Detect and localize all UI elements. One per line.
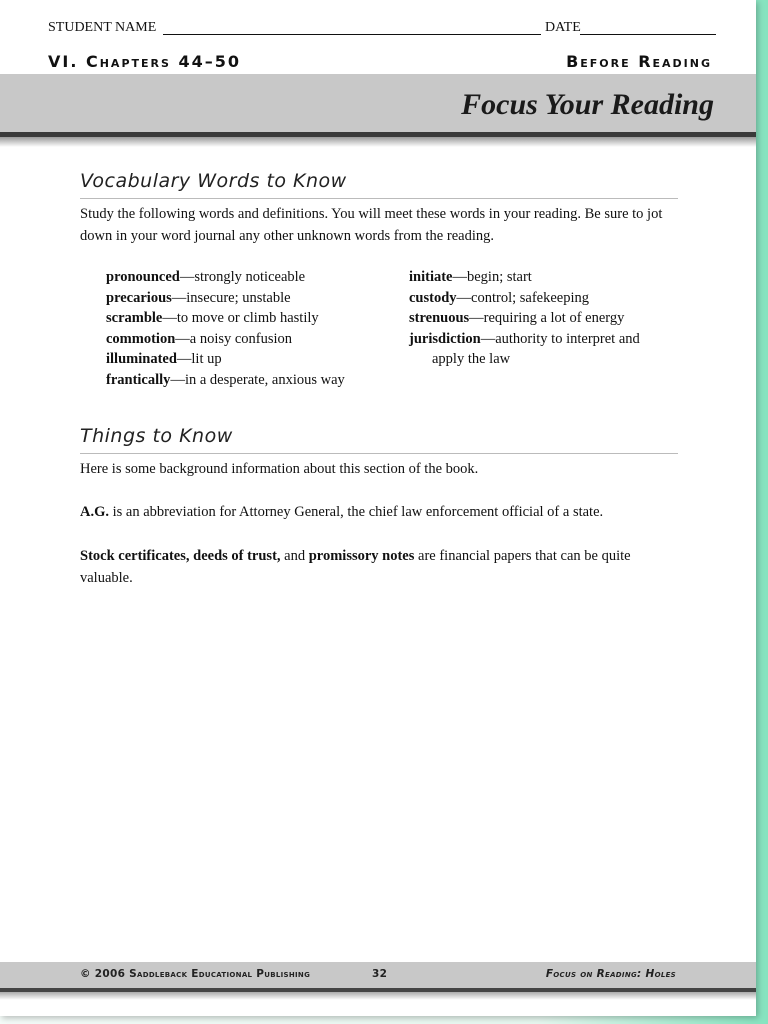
vocab-rule [80,198,678,199]
page-title: Focus Your Reading [461,88,714,121]
vocab-item [106,288,396,309]
vocab-item [106,267,396,288]
vocab-term: strenuous [409,310,470,326]
vocab-item [106,370,396,391]
ag-text: is an abbreviation for Attorney General, the chief law enforcement official of a state. [109,504,604,520]
vocab-item [106,308,396,329]
footer-shadow [0,992,756,1000]
vocab-item [106,349,396,370]
student-name-field[interactable] [163,34,541,35]
things-rule [80,453,678,454]
chapter-label: VI. Chapters 44–50 [48,52,242,71]
vocab-term: illuminated [106,351,177,367]
vocab-item [106,329,396,350]
vocab-term: custody [409,289,457,306]
vocab-definition: —begin; start [452,269,532,285]
vocab-definition: —control; safekeeping [456,289,590,306]
vocab-term: precarious [106,289,172,306]
page-number: 32 [372,968,388,980]
things-intro: Here is some background information about this section of the book. [80,461,479,477]
vocab-term: frantically [106,371,171,388]
vocab-term: scramble [106,310,163,326]
vocab-term: pronounced [106,269,180,285]
vocab-item [409,288,689,309]
footer-copyright: © 2006 Saddleback Educational Publishing [80,968,311,980]
footer-book-title: Focus on Reading: Holes [545,968,676,980]
stock-term-1: Stock certificates, deeds of trust, [80,548,281,564]
ag-term: A.G. [80,504,109,520]
student-name-label: STUDENT NAME [48,20,157,35]
vocab-definition-continuation: apply the law [432,351,511,367]
vocab-definition: —to move or climb hastily [162,310,319,326]
vocab-definition: —authority to interpret and [480,330,640,347]
vocab-definition: —a noisy confusion [175,330,293,347]
date-field[interactable] [580,34,716,35]
ag-paragraph [80,502,680,524]
vocab-definition: —in a desperate, anxious way [170,371,345,388]
vocab-item [409,308,689,329]
vocab-item [409,267,689,288]
vocab-term: initiate [409,269,453,285]
vocab-definition: —requiring a lot of energy [469,310,625,326]
vocab-definition: —strongly noticeable [179,269,306,285]
vocab-heading: Vocabulary Words to Know [80,170,347,192]
vocab-term: commotion [106,330,176,347]
title-band-shadow [0,137,756,147]
stock-term-2: promissory notes [308,548,415,564]
stock-text: are financial papers that can be quite valuable. [80,548,631,586]
vocab-definition: —insecure; unstable [171,289,291,306]
vocab-term: jurisdiction [409,330,481,347]
date-label: DATE [545,20,581,35]
stock-paragraph [80,546,680,589]
vocab-definition: —lit up [176,351,222,367]
vocab-right-column [409,267,689,370]
stock-and: and [280,548,309,564]
things-heading: Things to Know [80,425,233,447]
vocab-item [409,329,689,350]
name-date-line [48,18,716,38]
vocab-left-column [106,267,396,390]
stage-label: Before Reading [566,52,712,71]
vocab-intro: Study the following words and definitions. You will meet these words in your reading. Be sure to jot down in your word journal any other unknown words from the reading. [80,206,663,244]
